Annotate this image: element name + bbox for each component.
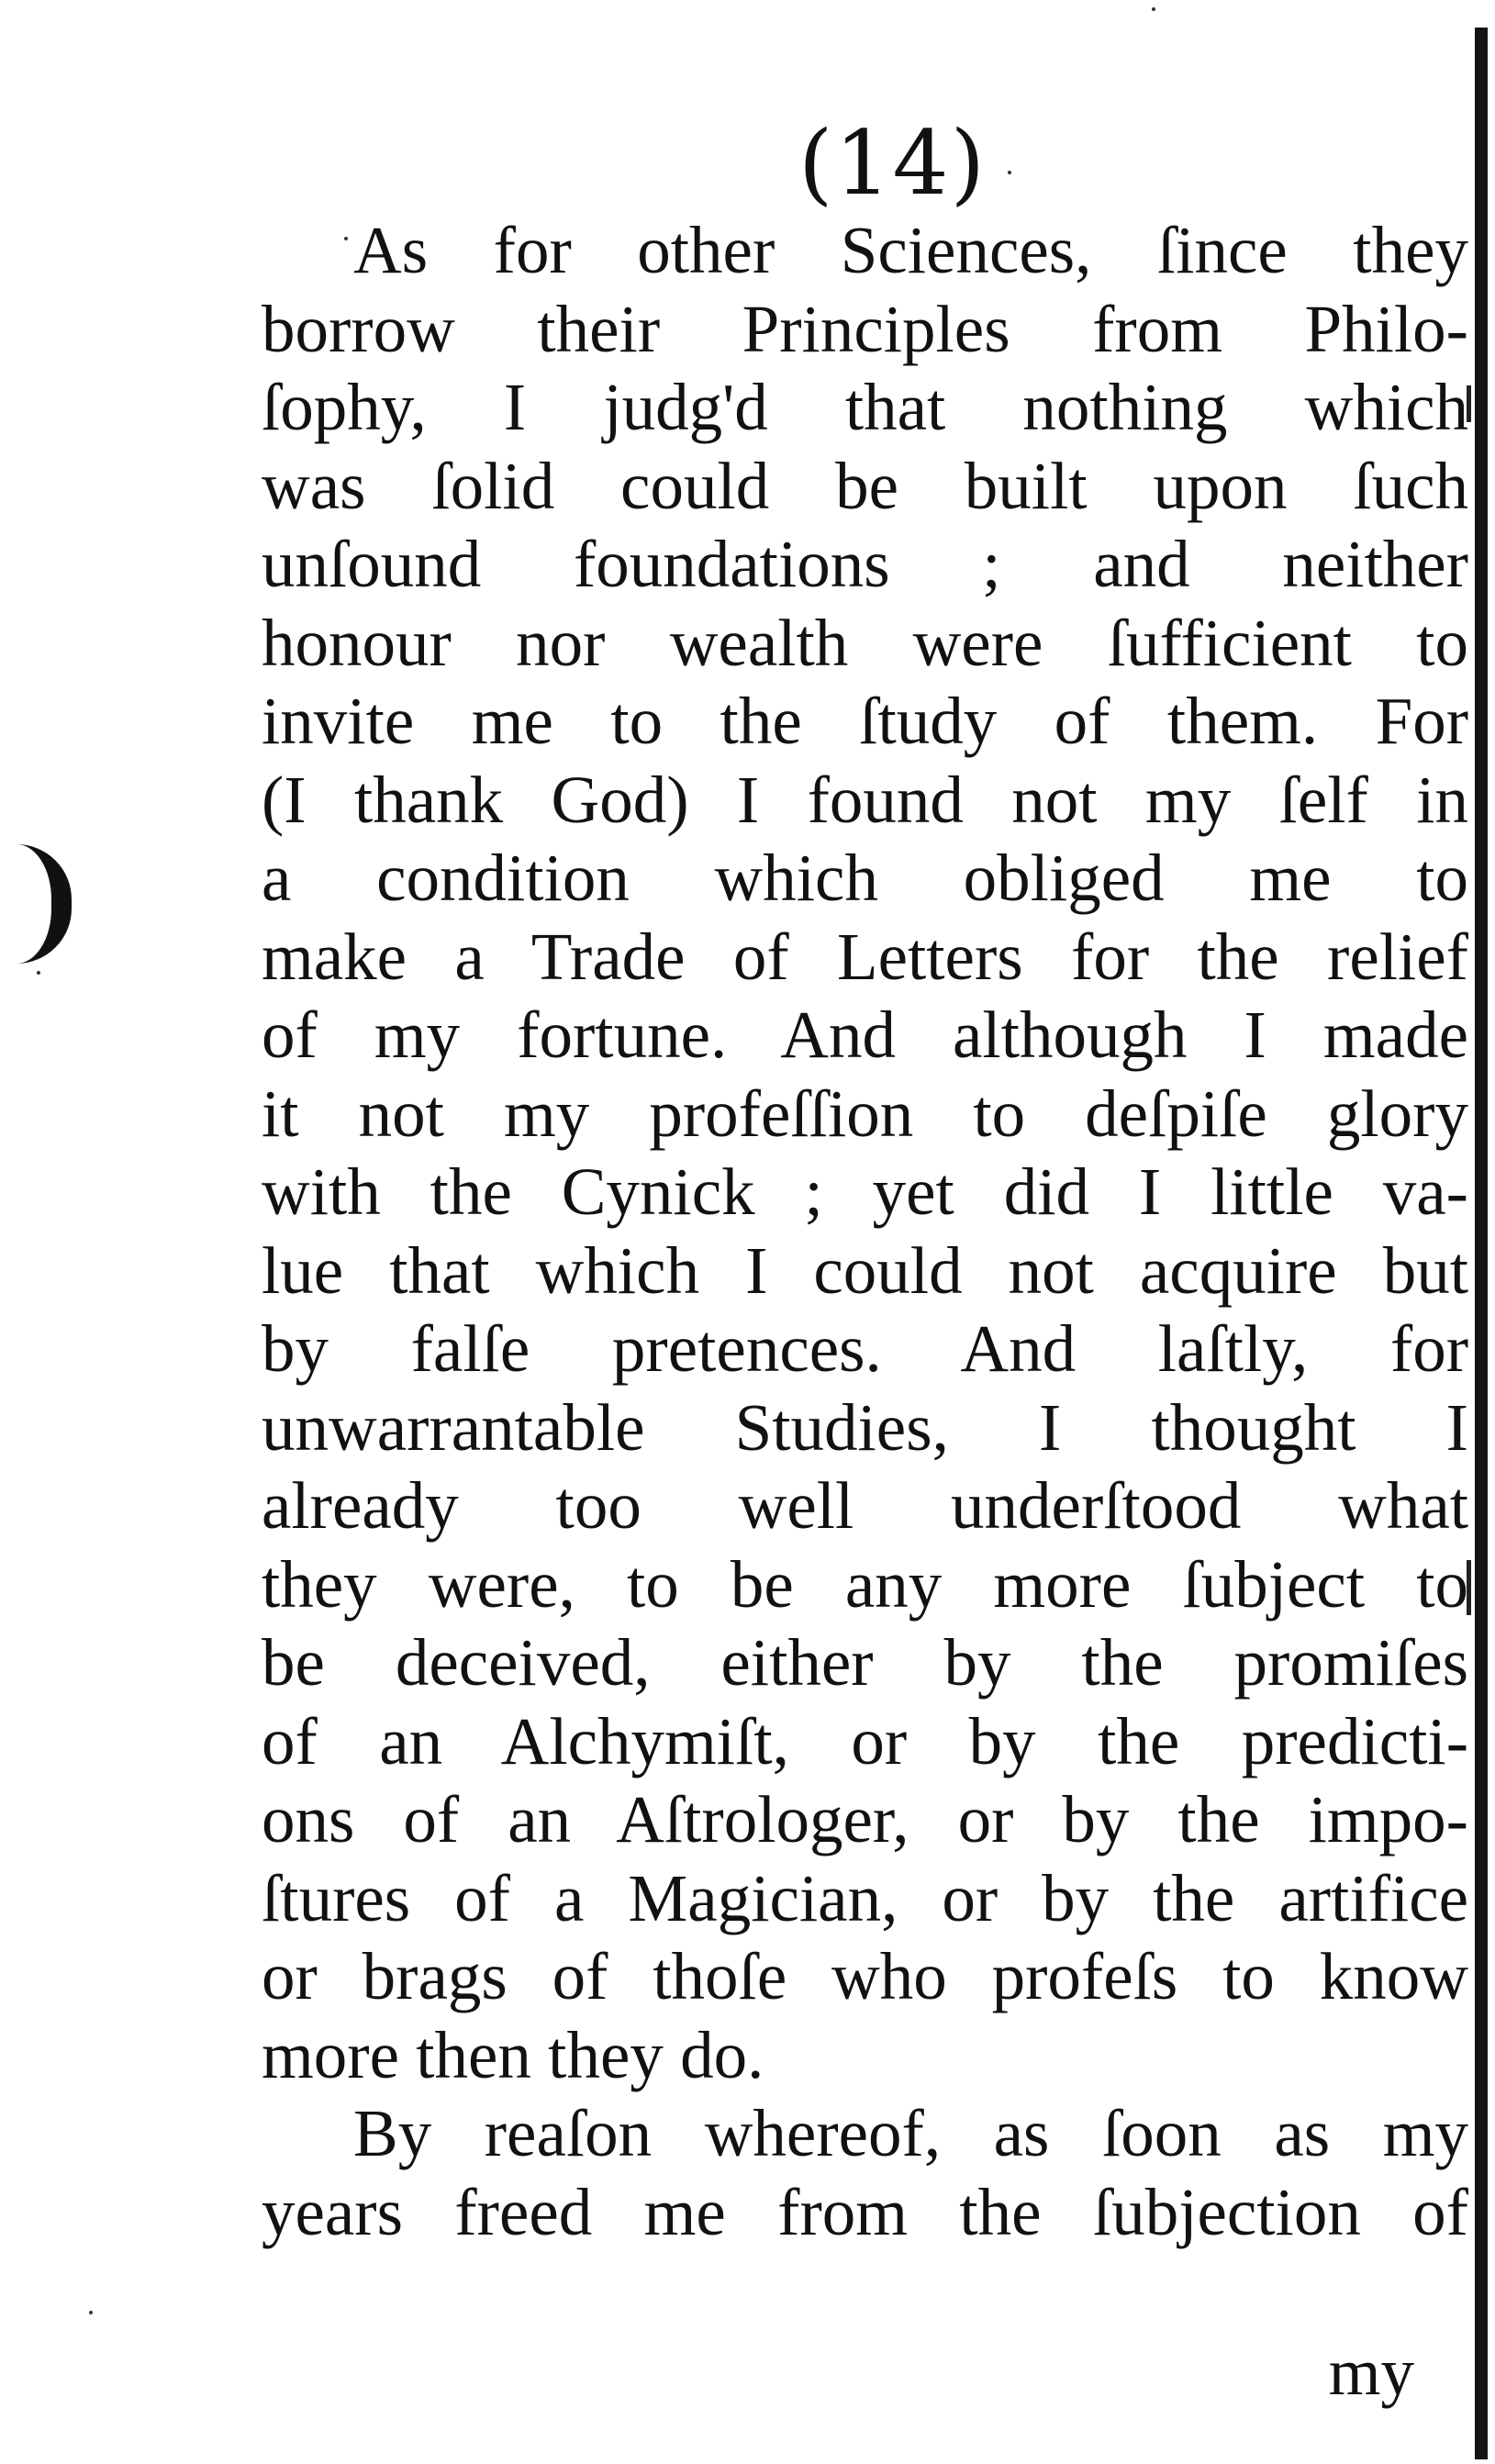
text-line: By reaſon whereof, as ſoon as my: [353, 2096, 1468, 2170]
text-line: with the Cynick ; yet did I little va-: [262, 1154, 1468, 1229]
body-text: [262, 211, 1468, 2251]
text-line: they were, to be any more ſubject to: [262, 1546, 1468, 1622]
scan-speck: [1152, 7, 1155, 11]
text-line: As for other Sciences, ſince they: [353, 213, 1468, 287]
text-line: invite me to the ſtudy of them. For: [262, 684, 1468, 758]
text-line: or brags of thoſe who profeſs to know: [262, 1939, 1468, 2013]
text-line: ons of an Aſtrologer, or by the impo-: [262, 1782, 1468, 1856]
page-gutter-edge: [1475, 28, 1488, 2459]
text-line: years freed me from the ſubjection of: [262, 2174, 1468, 2249]
text-line: honour nor wealth were ſufficient to: [262, 605, 1468, 680]
scan-speck: [89, 2311, 93, 2314]
scan-speck: [37, 971, 40, 975]
text-line: already too well underſtood what: [262, 1468, 1468, 1543]
text-line: be deceived, either by the promiſes: [262, 1625, 1468, 1700]
scan-bracket-mark: [17, 844, 72, 964]
text-line: more then they do.: [262, 2017, 764, 2092]
text-line: ſtures of a Magician, or by the artifice: [262, 1860, 1468, 1935]
text-line: of an Alchymiſt, or by the predicti-: [262, 1703, 1468, 1778]
catchword: my: [1328, 2335, 1414, 2409]
text-line: by falſe pretences. And laſtly, for: [262, 1311, 1468, 1386]
text-line: of my fortune. And although I made: [262, 998, 1468, 1072]
text-line: lue that which I could not acquire but: [262, 1232, 1468, 1308]
text-line: ſophy, I judg'd that nothing which: [262, 370, 1468, 444]
text-line: unwarrantable Studies, I thought I: [262, 1389, 1468, 1465]
scan-speck: [1008, 171, 1011, 174]
text-line: make a Trade of Letters for the relief: [262, 919, 1468, 994]
page-number: (14): [798, 112, 987, 215]
text-line: (I thank God) I found not my ſelf in: [262, 762, 1468, 837]
text-line: it not my profeſſion to deſpiſe glory: [262, 1076, 1468, 1151]
text-line: unſound foundations ; and neither: [262, 527, 1468, 601]
text-line: was ſolid could be built upon ſuch: [262, 448, 1468, 523]
text-line: a condition which obliged me to: [262, 841, 1468, 915]
text-line: borrow their Principles from Philo-: [262, 291, 1468, 366]
